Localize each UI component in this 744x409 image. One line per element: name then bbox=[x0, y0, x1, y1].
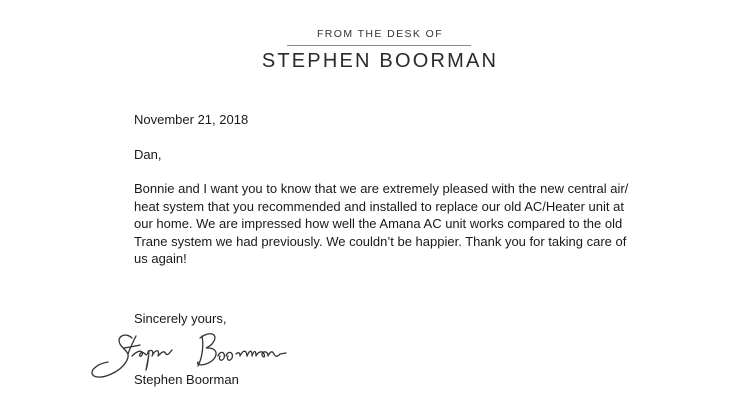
body-line: Bonnie and I want you to know that we are extremely pleased with the new central air/ bbox=[134, 181, 629, 196]
from-desk-label: FROM THE DESK OF bbox=[316, 28, 444, 40]
signer-name: Stephen Boorman bbox=[134, 372, 239, 387]
letter-body bbox=[134, 180, 628, 268]
body-line: us again! bbox=[134, 251, 187, 267]
body-line: heat system that you recommended and installed to replace our old AC/Heater unit at bbox=[134, 198, 624, 214]
letter-closing: Sincerely yours, bbox=[134, 311, 227, 326]
body-line: our home. We are impressed how well the Amana AC unit works compared to the old bbox=[134, 216, 623, 232]
body-line: Trane system we had previously. We couldn’t be happier. Thank you for taking care of bbox=[134, 233, 627, 249]
letter-greeting: Dan, bbox=[134, 147, 162, 162]
letter-date: November 21, 2018 bbox=[134, 112, 249, 127]
letterhead-name: STEPHEN BOORMAN bbox=[261, 50, 499, 72]
letterhead-divider bbox=[287, 45, 471, 46]
